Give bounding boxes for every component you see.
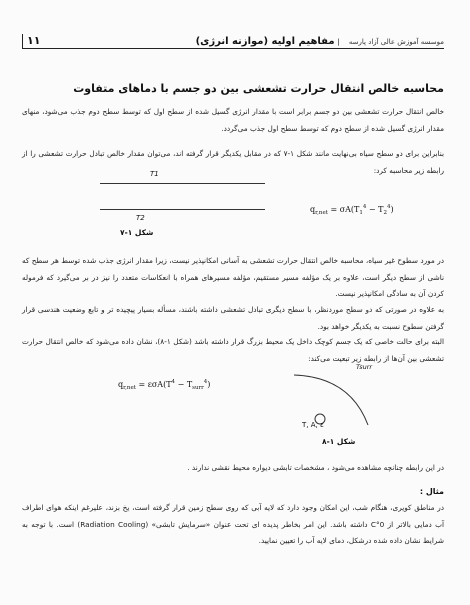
eq1-sup1: 4 <box>362 204 367 210</box>
chapter-title: مفاهیم اولیه (موازنه انرژی) <box>195 36 335 47</box>
equation-black-surfaces <box>310 204 394 216</box>
paragraph-small-body-large-enclosure: البته برای حالت خاصی که یک جسم کوچک داخل یک محیط بزرگ قرار داشته باشد (شکل ۱-۸)، نشان داده می‌شود که خالص انتقال حرارت تشعشی بین آن‌ها از رابطه زیر تبعیت می‌کند: <box>22 337 444 363</box>
institute-name: موسسه آموزش عالی آزاد پارسه <box>348 38 444 46</box>
figure1-top-plate <box>100 183 265 184</box>
eq2-sup1: 4 <box>171 379 176 385</box>
paragraph-surroundings-note: در این رابطه چنانچه مشاهده می‌شود ، مشخصات تابشی دیواره محیط نقشی ندارند . <box>187 463 444 472</box>
figure2-body-properties: T, A, ε <box>302 421 324 429</box>
example-heading: مثال : <box>419 487 444 496</box>
eq2-rhs-prefix: = εσA(T <box>135 380 172 389</box>
figure1-bottom-plate <box>100 209 265 210</box>
eq1-lhs: q <box>310 205 316 214</box>
figure1-label-t1: T1 <box>150 170 159 178</box>
eq1-sup2: 4 <box>387 204 391 210</box>
paragraph-non-black-surfaces: در مورد سطوح غیر سیاه، محاسبه خالص انتقال حرارت تشعشی به آسانی امکانپذیر نیست، زیرا مقدار انرژی جذب شده توسط هر سطح که ناشی از سطح دیگر است، علاوه بر یک مؤلفه مسیر مستقیم، مؤلفه مسیرهای همراه با انعکاسات متعدد را نیز در بر می‌گیرد که فرموله کردن آن به سادگی امکانپذیر نیست. <box>22 256 444 298</box>
figure1-caption: شکل ۱-۷ <box>120 228 154 237</box>
figure2-label-tsurr: Tsurr <box>356 363 373 371</box>
eq2-sub2: surr <box>192 385 204 391</box>
section-title: محاسبه خالص انتقال حرارت تشعشی بین دو جسم با دماهای متفاوت <box>73 82 444 95</box>
eq1-lhs-sub: r,net <box>315 210 328 216</box>
eq2-lhs-sub: r,net <box>123 385 136 391</box>
eq1-sub2: 2 <box>383 210 388 216</box>
figure2-caption: شکل ۱-۸ <box>322 437 356 446</box>
paragraph-example-radiation-cooling: در مناطق کویری، هنگام شب، این امکان وجود دارد که لایه آبی که روی سطح زمین قرار گرفته است، یخ بزند، علیرغم اینکه هوای اطراف آب دمایی بالاتر از 0°C داشته باشد. این امر بخاطر پدیده ای تحت عنوان «سرمایش تابشی» (Radiation Cooling) است. با توجه به شرایط نشان داده شده درشکل، دمای لایه آب را تعیین نمایید. <box>22 503 444 545</box>
eq1-mid: − T <box>366 205 384 214</box>
eq2-mid: − T <box>175 380 193 389</box>
figure1-label-t2: T2 <box>136 214 145 222</box>
eq1-rhs-prefix: = σA(T <box>327 205 360 214</box>
eq1-suffix: ) <box>390 205 394 214</box>
eq2-suffix: ) <box>207 380 211 389</box>
enclosure-arc <box>294 375 368 425</box>
equation-small-body <box>118 379 210 391</box>
eq1-sub1: 1 <box>359 210 363 216</box>
page-header <box>22 30 444 49</box>
page-number: ۱۱ <box>22 34 40 48</box>
paragraph-black-surfaces: بنابراین برای دو سطح سیاه بی‌نهایت مانند شکل ۱-۷ که در مقابل یکدیگر قرار گرفته اند، می‌توان مقدار خالص تبادل حرارت تشعشی را از رابطه زیر محاسبه کرد: <box>22 149 444 175</box>
eq2-sup2: 4 <box>203 379 208 385</box>
header-separator: | <box>337 38 340 46</box>
figure-parallel-plates <box>100 168 265 243</box>
eq2-lhs: q <box>118 380 124 389</box>
figure-small-body-enclosure <box>290 365 380 455</box>
paragraph-net-radiation-definition: خالص انتقال حرارت تشعشی بین دو جسم برابر است با مقدار انرژی گسیل شده از سطح اول که توسط سطح دوم جذب می‌شود، منهای مقدار انرژی گسیل شده از سطح دوم که توسط سطح اول جذب می‌گردد. <box>22 107 444 133</box>
paragraph-geometry-dependence: به علاوه در صورتی که دو سطح موردنظر، با سطح دیگری تبادل تشعشی داشته باشند، مسأله بسیار پیچیده تر و تابع وضعیت هندسی قرار گرفتن سطوح نسبت به یکدیگر خواهد بود. <box>22 305 444 331</box>
